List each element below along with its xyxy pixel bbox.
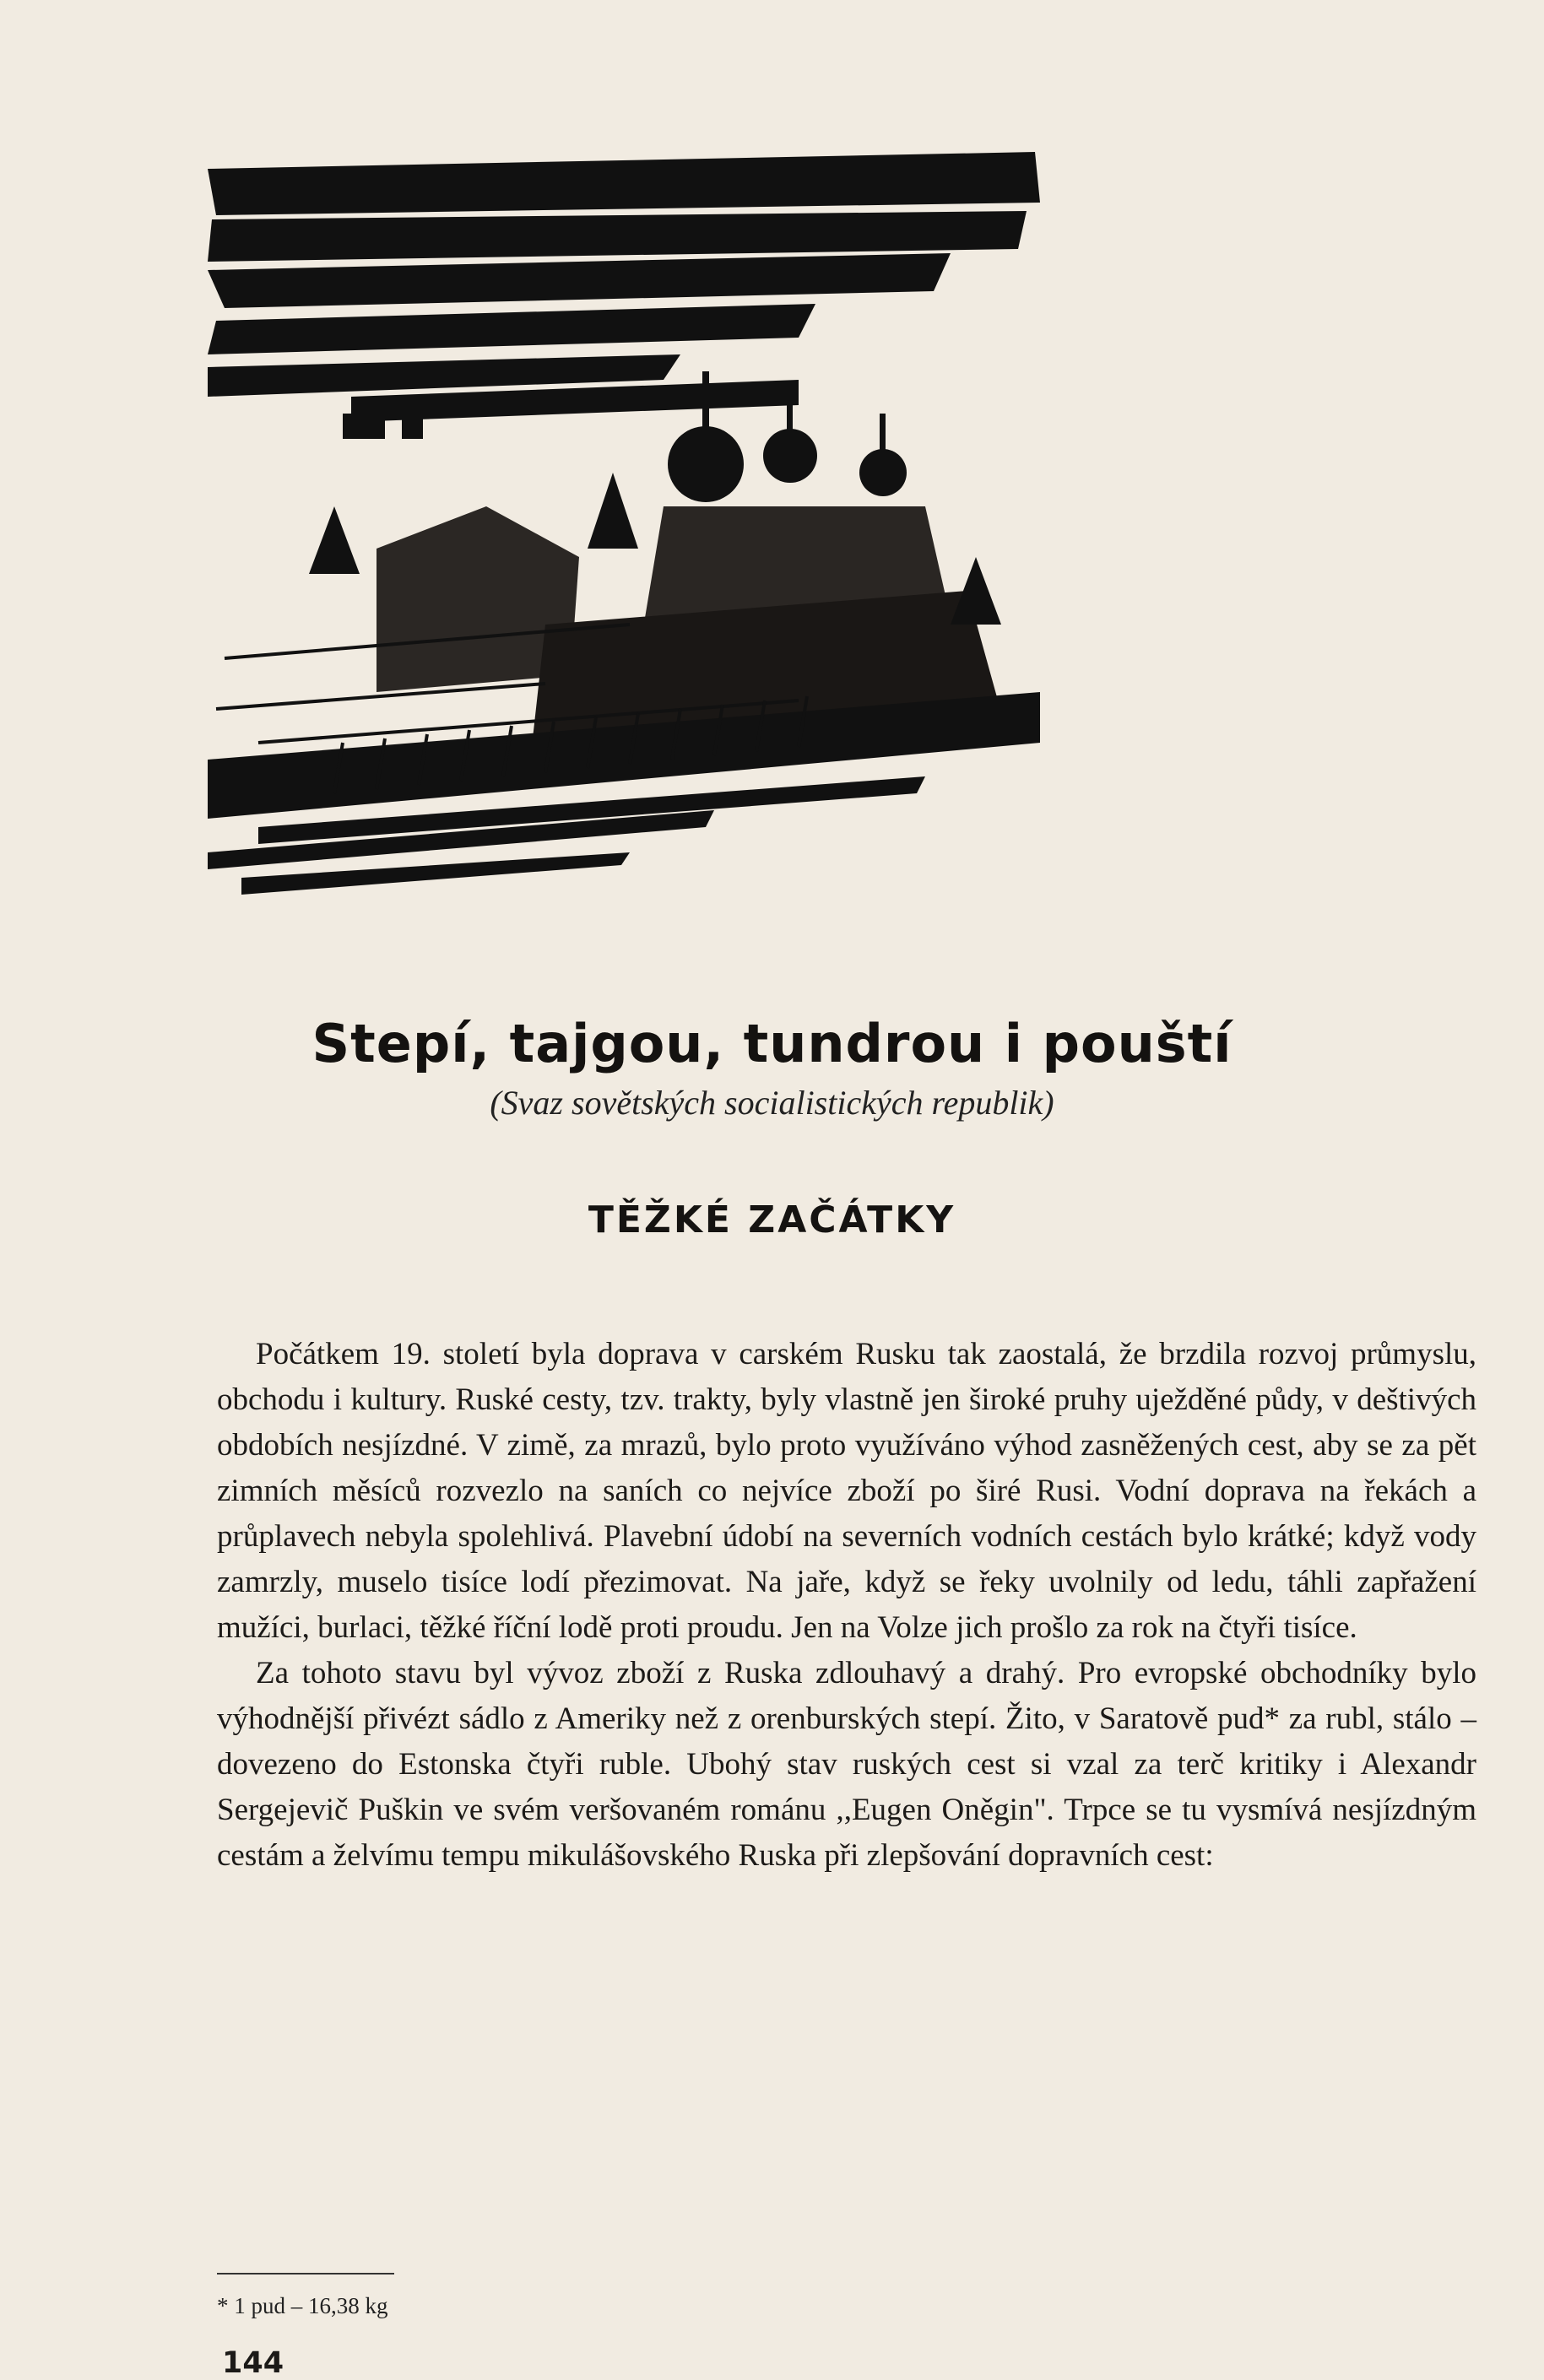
village-church-winter-landscape-icon	[208, 152, 1040, 903]
page-title: Stepí, tajgou, tundrou i pouští	[312, 1013, 1232, 1074]
section-heading: TĚŽKÉ ZAČÁTKY	[588, 1198, 956, 1241]
footnote-rule	[217, 2273, 394, 2275]
paragraph: Počátkem 19. století byla doprava v carském Rusku tak zaostalá, že brzdila rozvoj průmyslu, obchodu i kultury. Ruské cesty, tzv. trakty, byly vlastně jen široké pruhy uježděné půdy, v deštivých obdobích nesjízdné. V zimě, za mrazů, bylo proto využíváno výhod zasněžených cest, aby se za pět zimních měsíců rozvezlo na saních co nejvíce zboží po širé Rusi. Vodní doprava na řekách a průplavech nebyla spolehlivá. Plavební údobí na severních vodních cestách bylo krátké; když vody zamrzly, muselo tisíce lodí přezimovat. Na jaře, když se řeky uvolnily od ledu, táhli zapřažení mužíci, burlaci, těžké říční lodě proti proudu. Jen na Volze jich prošlo za rok na čtyři tisíce.	[217, 1337, 1476, 1645]
page-number: 144	[222, 2346, 284, 2380]
body-text	[217, 1332, 1476, 1879]
paragraph: Za tohoto stavu byl vývoz zboží z Ruska zdlouhavý a drahý. Pro evropské obchodníky bylo výhodnější přivézt sádlo z Ameriky než z orenburských stepí. Žito, v Saratově pud* za rubl, stálo – dovezeno do Estonska čtyři ruble. Ubohý stav ruských cest si vzal za terč kritiky i Alexandr Sergejevič Puškin ve svém veršovaném románu ,,Eugen Oněgin". Trpce se tu vysmívá nesjízdným cestám a želvímu tempu mikulášovského Ruska při zlepšování dopravních cest:	[217, 1656, 1476, 1873]
footnote: * 1 pud – 16,38 kg	[217, 2293, 388, 2318]
page-subtitle: (Svaz sovětských socialistických republik)	[490, 1084, 1054, 1122]
